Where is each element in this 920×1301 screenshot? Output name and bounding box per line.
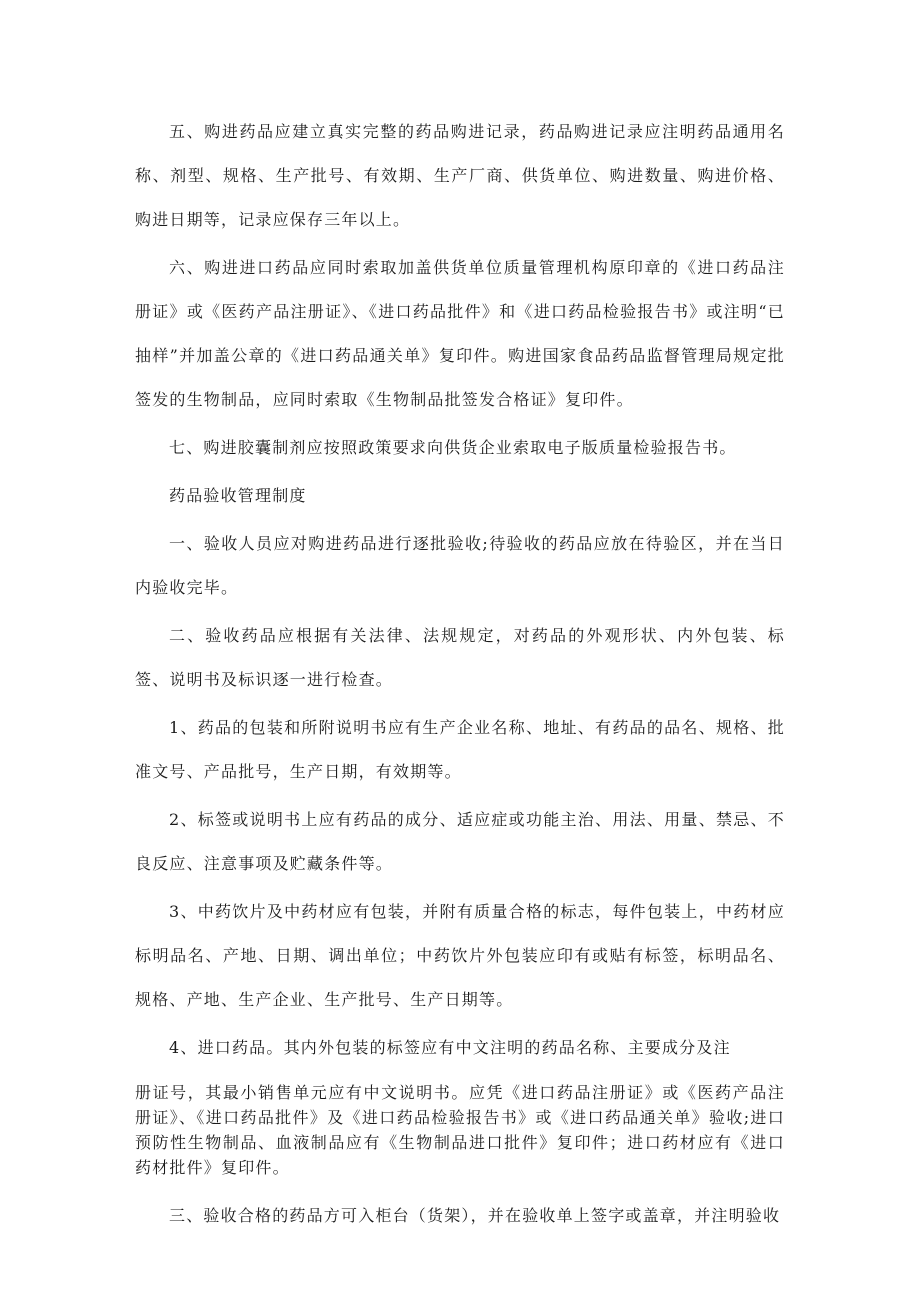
paragraph-capsule-reports: 七、购进胶囊制剂应按照政策要求向供货企业索取电子版质量检验报告书。 — [169, 438, 737, 457]
paragraph-acceptance-batch: 一、验收人员应对购进药品进行逐批验收;待验收的药品应放在待验区，并在当日内验收完毕。 — [135, 534, 785, 597]
paragraph-item-packaging: 1、药品的包装和所附说明书应有生产企业名称、地址、有药品的品名、规格、批准文号、产品批号，生产日期，有效期等。 — [135, 718, 785, 781]
paragraph-imported-drugs: 六、购进进口药品应同时索取加盖供货单位质量管理机构原印章的《进口药品注册证》或《医药产品注册证》、《进口药品批件》和《进口药品检验报告书》或注明“已抽样”并加盖公章的《进口药品通关单》复印件。购进国家食品药品监督管理局规定批签发的生物制品，应同时索取《生物制品批签发合格证》复印件。 — [135, 258, 785, 409]
paragraph-acceptance-inspection: 二、验收药品应根据有关法律、法规规定，对药品的外观形状、内外包装、标签、说明书及标识逐一进行检查。 — [135, 626, 785, 689]
section-heading-acceptance: 药品验收管理制度 — [169, 486, 307, 505]
paragraph-item-imported: 4、进口药品。其内外包装的标签应有中文注明的药品名称、主要成分及注 — [169, 1038, 731, 1057]
paragraph-imported-continued: 册证号，其最小销售单元应有中文说明书。应凭《进口药品注册证》或《医药产品注册证》、《进口药品批件》及《进口药品检验报告书》或《进口药品通关单》验收;进口预防性生物制品、血液制品应有《生物制品进口批件》复印件；进口药材应有《进口药材批件》复印件。 — [135, 1083, 785, 1177]
paragraph-purchase-records: 五、购进药品应建立真实完整的药品购进记录，药品购进记录应注明药品通用名称、剂型、规格、生产批号、有效期、生产厂商、供货单位、购进数量、购进价格、购进日期等，记录应保存三年以上。 — [135, 122, 785, 229]
paragraph-item-labels: 2、标签或说明书上应有药品的成分、适应症或功能主治、用法、用量、禁忌、不良反应、注意事项及贮藏条件等。 — [135, 810, 785, 873]
paragraph-accepted-storage: 三、验收合格的药品方可入柜台（货架），并在验收单上签字或盖章，并注明验收 — [169, 1206, 781, 1225]
paragraph-item-herbal: 3、中药饮片及中药材应有包装，并附有质量合格的标志，每件包装上，中药材应标明品名、产地、日期、调出单位；中药饮片外包装应印有或贴有标签，标明品名、规格、产地、生产企业、生产批号、生产日期等。 — [135, 902, 785, 1009]
